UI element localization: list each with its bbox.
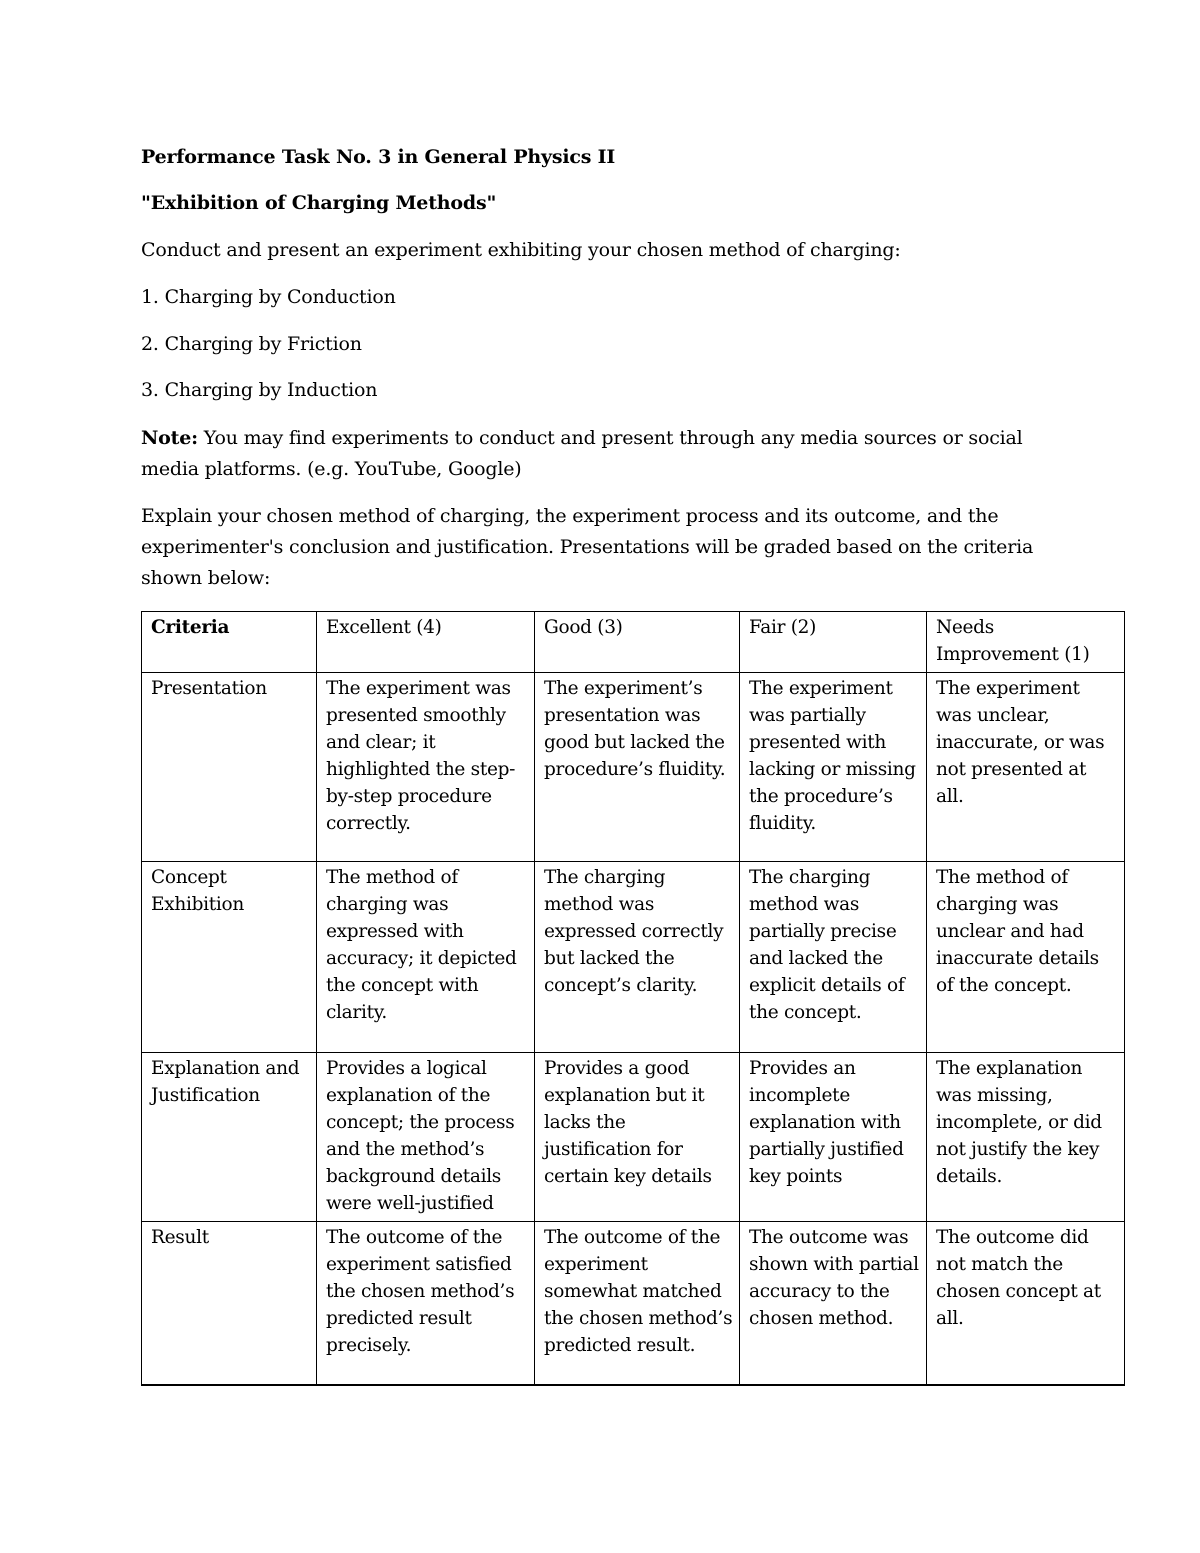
good-cell: The outcome of the experiment somewhat matched the chosen method’s predicted result. — [535, 1222, 740, 1385]
good-cell: The experiment’s presentation was good but lacked the procedure’s fluidity. — [535, 673, 740, 862]
rubric-table — [141, 611, 1125, 1386]
note-label: Note: — [141, 427, 198, 449]
table-row — [142, 1222, 1125, 1385]
document-subtitle: "Exhibition of Charging Methods" — [141, 192, 497, 214]
excellent-cell: Provides a logical explanation of the concept; the process and the method’s background details were well-justified — [317, 1053, 535, 1222]
method-item-induction: 3. Charging by Induction — [141, 379, 378, 401]
excellent-cell: The experiment was presented smoothly and clear; it highlighted the step-by-step procedure correctly. — [317, 673, 535, 862]
header-criteria: Criteria — [142, 612, 317, 673]
fair-cell: The experiment was partially presented with lacking or missing the procedure’s fluidity. — [740, 673, 927, 862]
note-paragraph — [141, 423, 1041, 485]
good-cell: Provides a good explanation but it lacks the justification for certain key details — [535, 1053, 740, 1222]
table-row — [142, 1053, 1125, 1222]
method-item-friction: 2. Charging by Friction — [141, 333, 362, 355]
intro-text: Conduct and present an experiment exhibiting your chosen method of charging: — [141, 239, 901, 261]
header-excellent: Excellent (4) — [317, 612, 535, 673]
header-needs-improvement: Needs Improvement (1) — [927, 612, 1125, 673]
criterion-cell: Result — [142, 1222, 317, 1385]
needs-improvement-cell: The explanation was missing, incomplete, or did not justify the key details. — [927, 1053, 1125, 1222]
excellent-cell: The outcome of the experiment satisfied the chosen method’s predicted result precisely. — [317, 1222, 535, 1385]
table-row — [142, 673, 1125, 862]
note-text: You may find experiments to conduct and present through any media sources or social media platforms. (e.g. YouTube, Google) — [141, 427, 1023, 480]
table-row — [142, 862, 1125, 1053]
document-title: Performance Task No. 3 in General Physics II — [141, 146, 616, 168]
instructions-paragraph: Explain your chosen method of charging, the experiment process and its outcome, and the experimenter's conclusion and justification. Presentations will be graded based on the criteria shown below: — [141, 505, 1034, 589]
good-cell: The charging method was expressed correctly but lacked the concept’s clarity. — [535, 862, 740, 1053]
criterion-cell: Explanation and Justification — [142, 1053, 317, 1222]
needs-improvement-cell: The experiment was unclear, inaccurate, or was not presented at all. — [927, 673, 1125, 862]
header-fair: Fair (2) — [740, 612, 927, 673]
criterion-cell: Presentation — [142, 673, 317, 862]
fair-cell: Provides an incomplete explanation with partially justified key points — [740, 1053, 927, 1222]
header-good: Good (3) — [535, 612, 740, 673]
rubric-header-row — [142, 612, 1125, 673]
criterion-cell: Concept Exhibition — [142, 862, 317, 1053]
needs-improvement-cell: The outcome did not match the chosen concept at all. — [927, 1222, 1125, 1385]
excellent-cell: The method of charging was expressed with accuracy; it depicted the concept with clarity. — [317, 862, 535, 1053]
fair-cell: The outcome was shown with partial accuracy to the chosen method. — [740, 1222, 927, 1385]
method-item-conduction: 1. Charging by Conduction — [141, 286, 396, 308]
fair-cell: The charging method was partially precise and lacked the explicit details of the concept. — [740, 862, 927, 1053]
needs-improvement-cell: The method of charging was unclear and had inaccurate details of the concept. — [927, 862, 1125, 1053]
